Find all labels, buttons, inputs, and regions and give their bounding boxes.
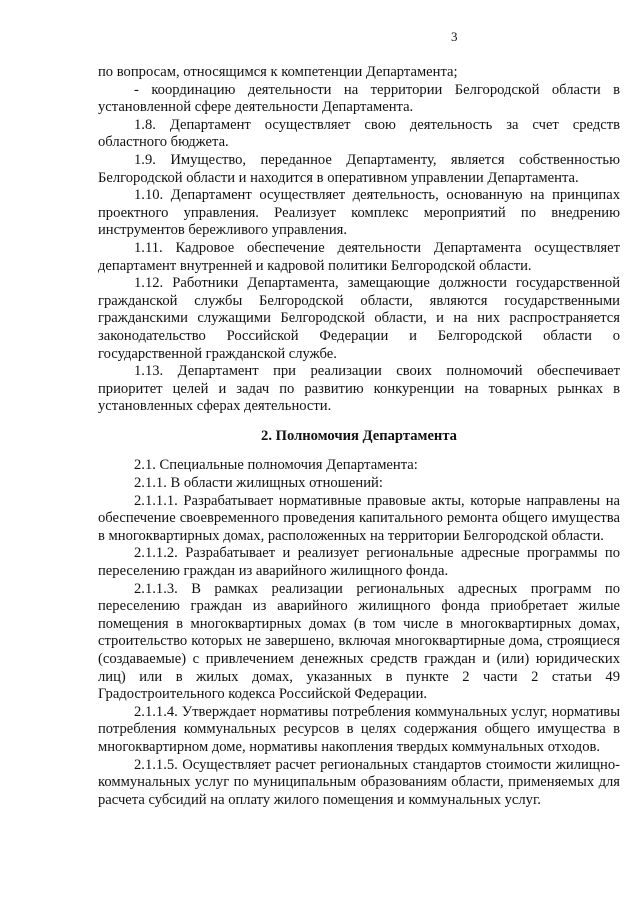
paragraph-competence-continuation: по вопросам, относящимся к компетенции Департамента; [98, 64, 458, 80]
paragraph-1-11: 1.11. Кадровое обеспечение деятельности Департамента осуществляет департамент внутренней и кадровой политики Белгородской области. [98, 239, 620, 274]
paragraph-1-9: 1.9. Имущество, переданное Департаменту, является собственностью Белгородской области и находится в оперативном управлении Департамента. [98, 151, 620, 186]
paragraph-1-10: 1.10. Департамент осуществляет деятельность, основанную на принципах проектного управления. Реализует комплекс мероприятий по внедрению инструментов бережливого управления. [98, 187, 620, 239]
paragraph-2-1-1: 2.1.1. В области жилищных отношений: [134, 475, 383, 492]
paragraph-1-13: 1.13. Департамент при реализации своих полномочий обеспечивает приоритет целей и задач по развитию конкуренции на товарных рынках в установленных сферах деятельности. [98, 363, 620, 415]
paragraph-2-1-1-2: 2.1.1.2. Разрабатывает и реализует региональные адресные программы по переселению граждан из аварийного жилищного фонда. [98, 545, 620, 580]
page-number: 3 [451, 29, 458, 44]
paragraph-2-1-1-1: 2.1.1.1. Разрабатывает нормативные правовые акты, которые направлены на обеспечение своевременного проведения капитального ремонта общего имущества в многоквартирных домах, расположенных на территории Белгородской области. [98, 492, 620, 544]
paragraph-2-1-1-3: 2.1.1.3. В рамках реализации региональных адресных программ по переселению граждан из аварийного жилищного фонда приобретает жилые помещения в многоквартирных домах (в том числе в многоквартирных домах, строительство которых не завершено, включая многоквартирные дома, строящиеся (создаваемые) с привлечением денежных средств граждан и (или) юридических лиц) или в жилых домах, указанных в пункте 2 части 2 статьи 49 Градостроительного кодекса Российской Федерации. [98, 580, 620, 703]
paragraph-2-1-1-5: 2.1.1.5. Осуществляет расчет региональных стандартов стоимости жилищно-коммунальных услуг по муниципальным образованиям области, применяемых для расчета субсидий на оплату жилого помещения и коммунальных услуг. [98, 756, 620, 808]
paragraph-1-8: 1.8. Департамент осуществляет свою деятельность за счет средств областного бюджета. [98, 116, 620, 151]
paragraph-2-1-1-4: 2.1.1.4. Утверждает нормативы потребления коммунальных услуг, нормативы потребления коммунальных ресурсов в целях содержания общего имущества в многоквартирном доме, нормативы накопления твердых коммунальных отходов. [98, 703, 620, 755]
paragraph-2-1: 2.1. Специальные полномочия Департамента: [134, 457, 418, 474]
document-body [98, 64, 620, 809]
paragraph-1-12: 1.12. Работники Департамента, замещающие должности государственной гражданской службы Белгородской области, являются государственными гражданскими служащими Белгородской области, и на них распространяется законодательство Российской Федерации и Белгородской области о государственной гражданской службе. [98, 275, 620, 362]
paragraph-coordination-item: - координацию деятельности на территории Белгородской области в установленной сфере деятельности Департамента. [98, 81, 620, 116]
section-heading: 2. Полномочия Департамента [261, 427, 457, 444]
